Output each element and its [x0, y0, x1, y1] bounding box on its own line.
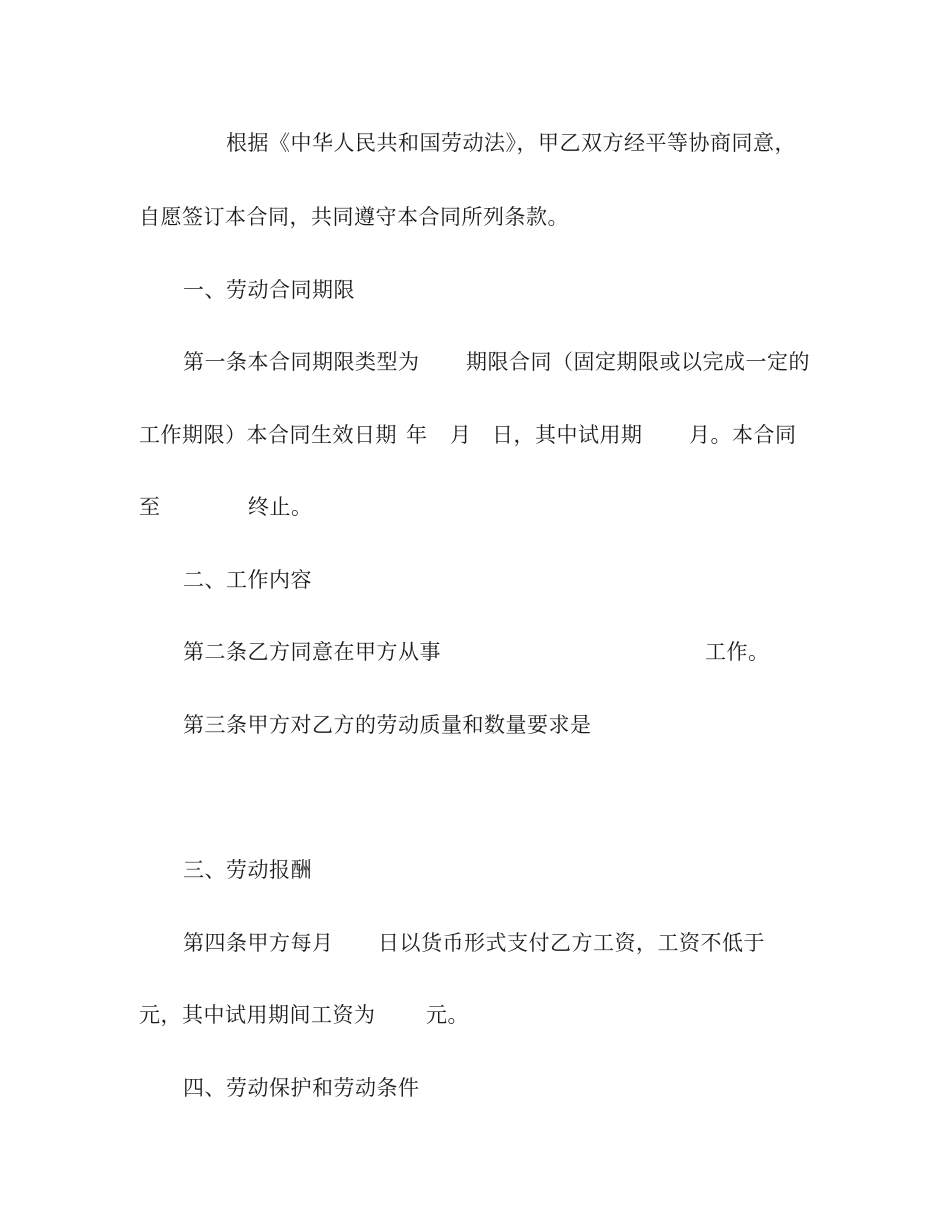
article-4-line-1-part-b: 日以货币形式支付乙方工资，工资不低于 [378, 931, 765, 955]
article-3-line [183, 711, 592, 739]
article-1-line-2-part-e: 月。本合同 [689, 423, 797, 447]
article-4-line-1-part-a: 第四条甲方每月 [183, 931, 334, 955]
article-1-line-1-part-a: 第一条本合同期限类型为 [183, 350, 420, 374]
article-1-line-2-part-d: 日，其中试用期 [492, 423, 643, 447]
section-3-heading-text: 三、劳动报酬 [183, 858, 312, 882]
article-1-line-2-part-c: 月 [450, 423, 472, 447]
article-2-part-a: 第二条乙方同意在甲方从事 [183, 640, 441, 664]
intro-line-2-text: 自愿签订本合同，共同遵守本合同所列条款。 [139, 205, 569, 229]
article-4-line-2-part-a: 元，其中试用期间工资为 [139, 1003, 376, 1027]
section-4-heading-text: 四、劳动保护和劳动条件 [183, 1076, 420, 1100]
section-4-heading [183, 1074, 420, 1102]
article-3-text: 第三条甲方对乙方的劳动质量和数量要求是 [183, 713, 592, 737]
article-4-line-2 [0, 1001, 950, 1029]
section-3-heading [183, 856, 312, 884]
article-1-line-3-part-b: 终止。 [248, 495, 313, 519]
intro-line-1-text: 根据《中华人民共和国劳动法》，甲乙双方经平等协商同意， [226, 131, 796, 155]
section-1-heading-text: 一、劳动合同期限 [183, 278, 355, 302]
article-1-line-2-part-b: 年 [406, 423, 428, 447]
article-2-line [0, 638, 950, 666]
article-1-line-1-part-b: 期限合同（固定期限或以完成一定的 [466, 350, 810, 374]
article-1-line-1 [0, 348, 950, 376]
section-1-heading [183, 276, 355, 304]
article-2-part-b: 工作。 [705, 640, 770, 664]
section-2-heading-text: 二、工作内容 [183, 568, 312, 592]
section-2-heading [183, 566, 312, 594]
article-1-line-2 [0, 421, 950, 449]
article-4-line-1 [0, 929, 950, 957]
intro-line-2 [139, 203, 569, 231]
article-1-line-2-part-a: 工作期限）本合同生效日期 [139, 423, 397, 447]
article-1-line-3 [0, 493, 950, 521]
intro-line-1 [226, 129, 796, 157]
article-1-line-3-part-a: 至 [139, 495, 161, 519]
article-4-line-2-part-b: 元。 [426, 1003, 469, 1027]
